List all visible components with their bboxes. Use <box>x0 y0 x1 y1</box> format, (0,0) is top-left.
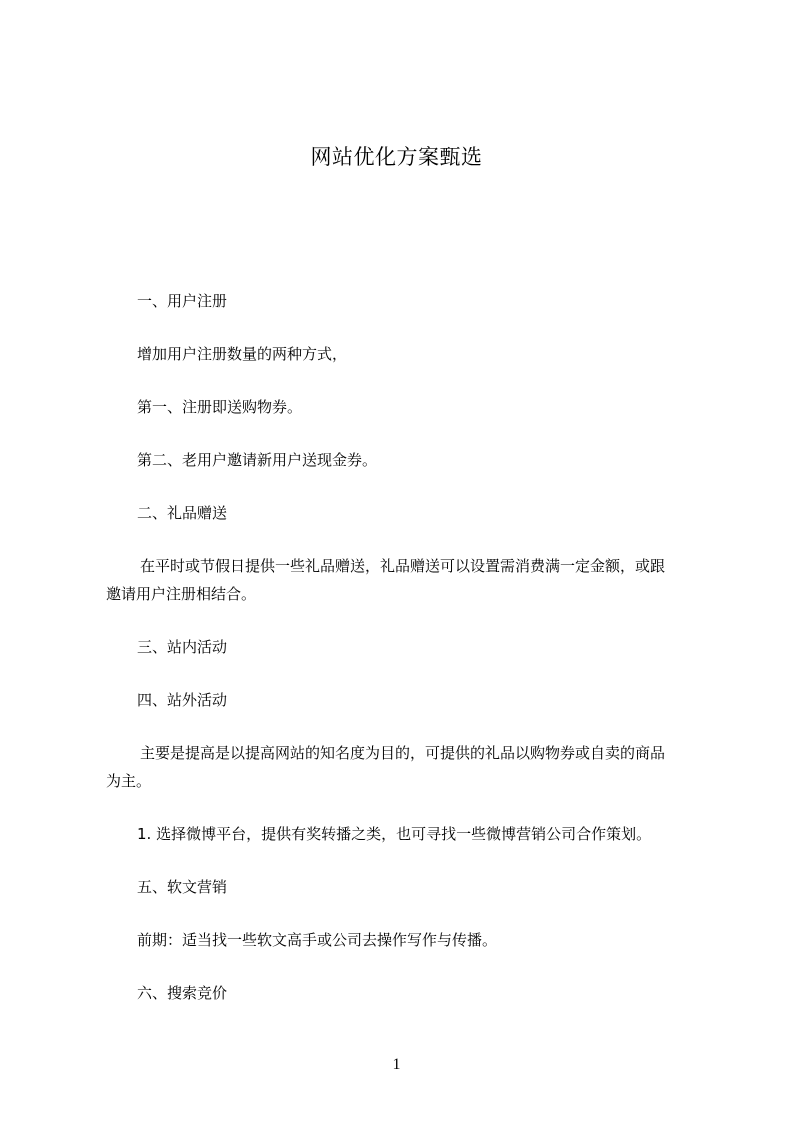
paragraph-soft-article-early-stage: 前期：适当找一些软文高手或公司去操作写作与传播。 <box>137 931 498 949</box>
list-item-weibo-platform: 1. 选择微博平台，提供有奖转播之类，也可寻找一些微博营销公司合作策划。 <box>137 825 652 843</box>
section-heading-onsite-activities: 三、站内活动 <box>137 638 228 656</box>
section-heading-user-registration: 一、用户注册 <box>137 292 228 310</box>
section-heading-gift-giving: 二、礼品赠送 <box>137 504 228 522</box>
paragraph-offsite-line2: 为主。 <box>106 772 152 790</box>
paragraph-gift-giving-line2: 邀请用户注册相结合。 <box>106 585 257 603</box>
section-heading-offsite-activities: 四、站外活动 <box>137 691 228 709</box>
page-number: 1 <box>392 1056 401 1073</box>
section-heading-soft-article-marketing: 五、软文营销 <box>137 878 228 896</box>
document-title: 网站优化方案甄选 <box>310 145 483 169</box>
paragraph-registration-methods: 增加用户注册数量的两种方式， <box>137 345 348 363</box>
section-heading-search-bidding: 六、搜索竞价 <box>137 984 228 1002</box>
list-item-second-method: 第二、老用户邀请新用户送现金券。 <box>137 451 378 469</box>
paragraph-offsite-line1: 主要是提高是以提高网站的知名度为目的，可提供的礼品以购物券或自卖的商品 <box>140 744 666 762</box>
paragraph-gift-giving-line1: 在平时或节假日提供一些礼品赠送，礼品赠送可以设置需消费满一定金额，或跟 <box>140 557 666 575</box>
list-item-first-method: 第一、注册即送购物券。 <box>137 398 303 416</box>
